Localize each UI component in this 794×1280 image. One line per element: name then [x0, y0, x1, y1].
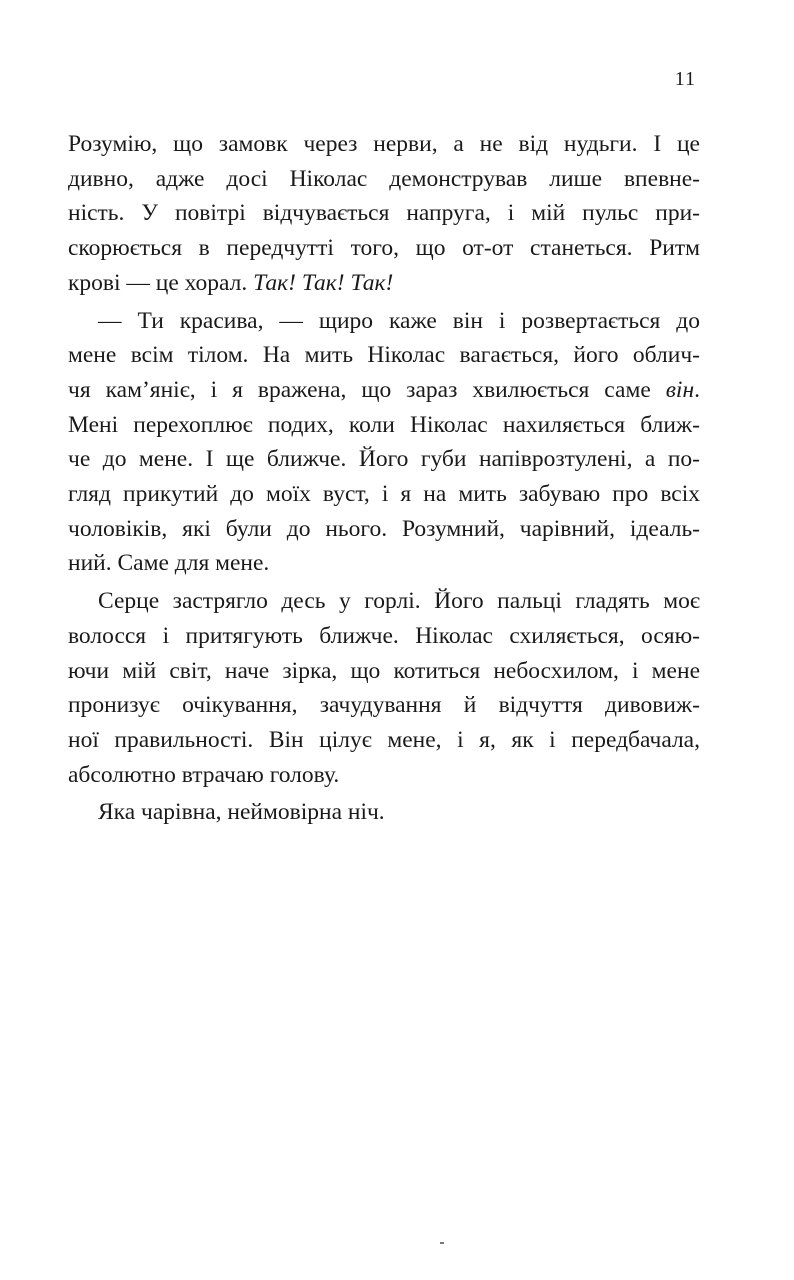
paragraph-2-line-1: — Ти красива, — щиро каже він і розвертається до [98, 307, 700, 334]
paragraph-2-line-3-italic: він [665, 376, 695, 403]
paragraph-3-line-2: волосся і притягують ближче. Ніколас схиляється, осяю- [68, 622, 700, 649]
text-block [68, 127, 700, 830]
paragraph-3-line-4: пронизує очікування, зачудування й відчуття дивовиж- [68, 692, 700, 719]
paragraph-1-line-3: ність. У повітрі відчувається напруга, і мій пульс при- [68, 200, 700, 227]
paragraph-2-line-5: че до мене. І ще ближче. Його губи напіврозтулені, а по- [68, 446, 700, 473]
paragraph-1-line-5-plain: крові — це хорал. [68, 269, 254, 296]
paragraph-2-line-4: Мені перехоплює подих, коли Ніколас нахиляється ближ- [68, 411, 700, 438]
paragraph-3-line-1: Серце застрягло десь у горлі. Його пальці гладять моє [98, 588, 700, 615]
paragraph-2-line-8: ний. Саме для мене. [68, 550, 270, 577]
paragraph-4-line-1: Яка чарівна, неймовірна ніч. [98, 799, 385, 826]
paragraph-2-line-3-plain: чя кам’яніє, і я вражена, що зараз хвилюється саме [68, 376, 666, 403]
paragraph-1-line-5 [68, 266, 700, 301]
scan-speck [440, 1242, 444, 1244]
paragraph-2-line-2: мене всім тілом. На мить Ніколас вагається, його облич- [68, 342, 700, 369]
paragraph-3-line-5: ної правильності. Він цілує мене, і я, як і передбачала, [68, 726, 700, 753]
paragraph-3-line-6: абсолютно втрачаю голову. [68, 761, 340, 788]
paragraph-1-line-5-italic: Так! Так! Так! [253, 269, 394, 296]
paragraph-2-line-3 [68, 373, 700, 408]
paragraph-2-line-7: чоловіків, які були до нього. Розумний, чарівний, ідеаль- [68, 515, 700, 542]
paragraph-2-line-3-end: . [694, 376, 700, 403]
paragraph-1-line-2: дивно, адже досі Ніколас демонстрував лише впевне- [68, 165, 700, 192]
page-number: 11 [674, 68, 696, 90]
paragraph-3-line-3: ючи мій світ, наче зірка, що котиться небосхилом, і мене [68, 657, 700, 684]
paragraph-1-line-4: скорюється в передчутті того, що от-от станеться. Ритм [68, 235, 700, 262]
paragraph-1-line-1: Розумію, що замовк через нерви, а не від нудьги. І це [68, 131, 700, 157]
paragraph-2-line-6: гляд прикутий до моїх вуст, і я на мить забуваю про всіх [68, 481, 700, 508]
